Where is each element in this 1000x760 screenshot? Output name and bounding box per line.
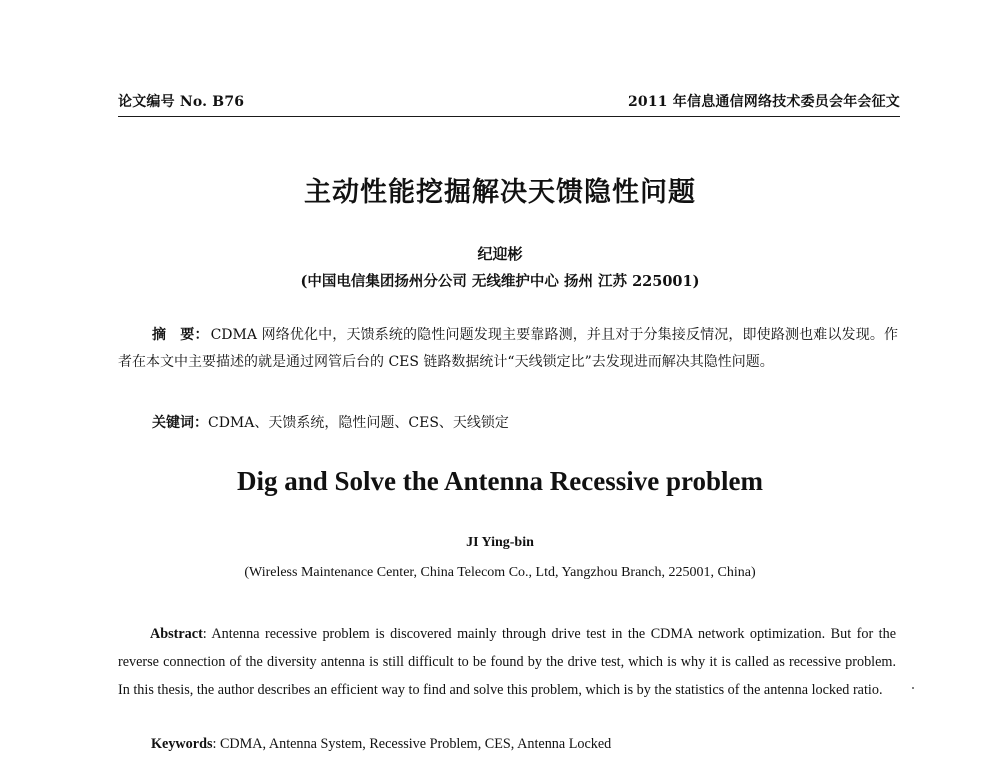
chinese-keywords-label: 关键词： bbox=[152, 415, 208, 431]
chinese-abstract bbox=[118, 322, 898, 376]
english-keywords-text: : CDMA, Antenna System, Recessive Problem, CES, Antenna Locked bbox=[212, 736, 612, 752]
page-header bbox=[118, 92, 900, 117]
english-title: Dig and Solve the Antenna Recessive problem bbox=[236, 466, 763, 496]
english-abstract-label: Abstract bbox=[150, 626, 203, 642]
chinese-keywords bbox=[152, 412, 898, 432]
english-keywords bbox=[151, 736, 896, 753]
chinese-affiliation: (中国电信集团扬州分公司 无线维护中心 扬州 江苏 225001) bbox=[300, 273, 700, 290]
chinese-title: 主动性能挖掘解决天馈隐性问题 bbox=[304, 177, 696, 208]
english-author: JI Ying-bin bbox=[466, 535, 534, 550]
english-abstract-text: : Antenna recessive problem is discovered mainly through drive test in the CDMA network optimization. But for the reverse connection of the diversity antenna is still difficult to be found by the drive test, which is why it is called as recessive problem. In this thesis, the author describes an efficient way to find and solve this problem, which is by the statistics of the antenna locked ratio. bbox=[118, 626, 896, 698]
chinese-abstract-text: CDMA 网络优化中，天馈系统的隐性问题发现主要靠路测，并且对于分集接反情况，即使路测也难以发现。作者在本文中主要描述的就是通过网管后台的 CES 链路数据统计“天线锁定比”去发现进而解决其隐性问题。 bbox=[118, 327, 898, 370]
chinese-author: 纪迎彬 bbox=[477, 245, 523, 263]
english-affiliation: (Wireless Maintenance Center, China Telecom Co., Ltd, Yangzhou Branch, 225001, China) bbox=[244, 565, 756, 580]
chinese-abstract-label: 摘 要： bbox=[152, 327, 209, 343]
chinese-keywords-text: CDMA、天馈系统，隐性问题、CES、天线锁定 bbox=[208, 415, 509, 431]
english-keywords-label: Keywords bbox=[151, 736, 213, 752]
paper-number: 论文编号 No. B76 bbox=[118, 94, 245, 110]
conference-title: 2011 年信息通信网络技术委员会年会征文 bbox=[627, 94, 900, 110]
scan-speck bbox=[912, 687, 914, 689]
english-abstract bbox=[118, 620, 896, 704]
